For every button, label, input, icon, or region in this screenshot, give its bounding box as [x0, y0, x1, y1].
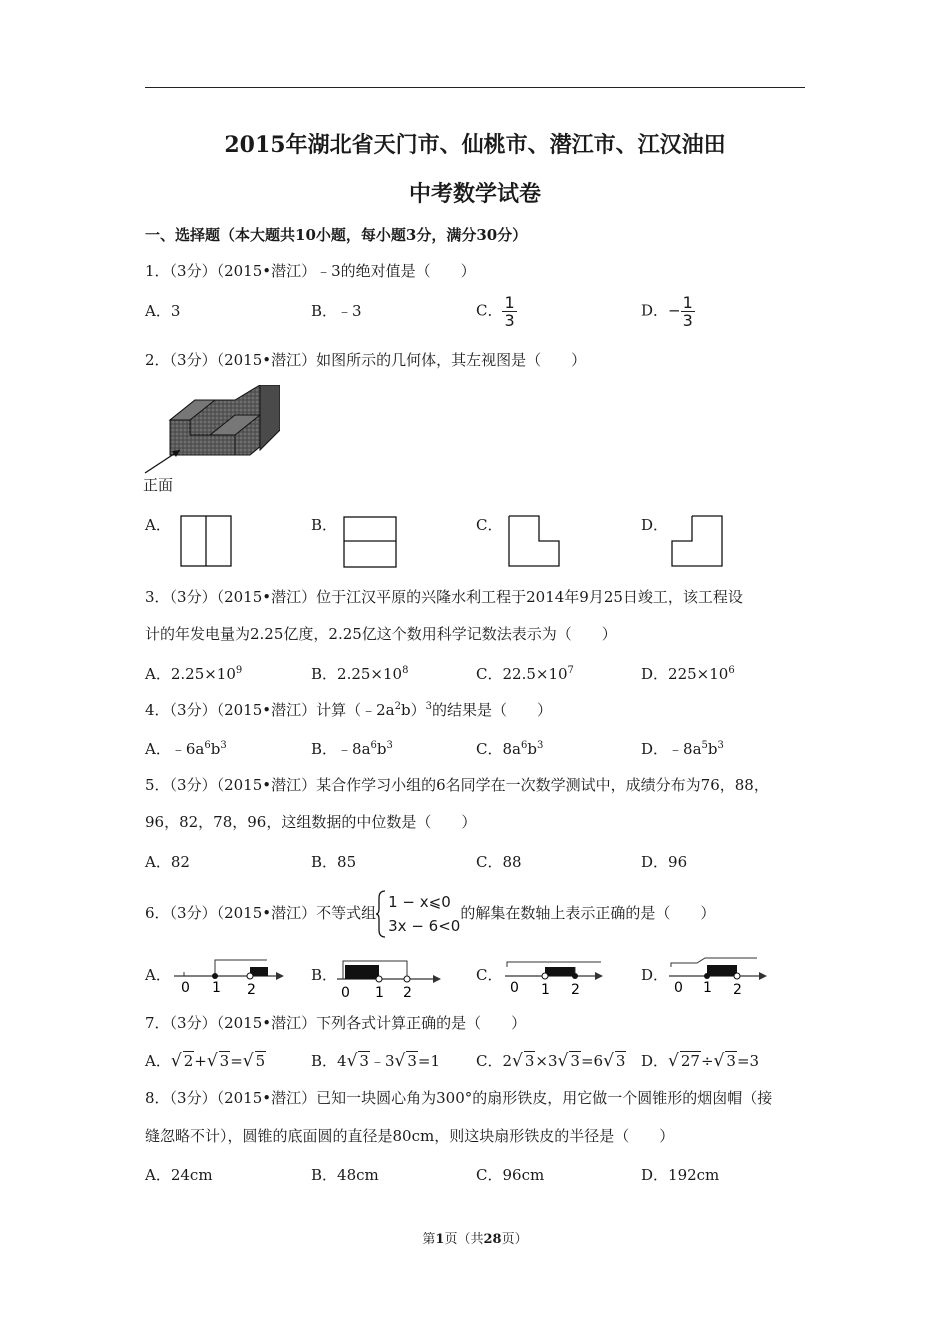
option-text: C．8a [476, 740, 521, 758]
radical-icon: √ [603, 1051, 614, 1071]
exponent: 8 [402, 665, 409, 676]
q4-option-c [476, 738, 543, 759]
stem-part: b） [400, 701, 426, 719]
tick-label: 0 [510, 980, 519, 996]
operator: =6 [580, 1052, 604, 1070]
exponent: 5 [701, 740, 708, 751]
q3-option-c [476, 663, 574, 684]
q8-option-d: D．192cm [641, 1166, 720, 1184]
inequality-1: 1 − x⩽0 [388, 893, 451, 911]
radicand: 3 [726, 1052, 736, 1070]
radicand: 2 [183, 1052, 194, 1070]
exponent: 3 [536, 740, 544, 751]
exponent: 3 [717, 740, 724, 751]
radicand: 3 [615, 1052, 626, 1070]
q1-option-c-fraction [502, 294, 516, 329]
q7-option-c [476, 1050, 626, 1071]
q6-option-b-label: B． [311, 966, 338, 984]
q1-option-d [641, 294, 695, 329]
page-footer [0, 1228, 950, 1247]
q2-option-b-label: B． [311, 516, 338, 534]
exponent: 6 [728, 665, 735, 676]
option-text: b [527, 740, 537, 758]
question-8-line2: 缝忽略不计），圆锥的底面圆的直径是80cm，则这块扇形铁皮的半径是（ ） [145, 1127, 675, 1145]
exponent: 6 [370, 740, 377, 751]
q8-option-b: B．48cm [311, 1166, 379, 1184]
q2-option-a-view [180, 515, 232, 567]
q5-option-c: C．88 [476, 853, 522, 871]
q4-option-b [311, 738, 393, 759]
question-5-line1: 5．（3分）（2015•潜江）某合作学习小组的6名同学在一次数学测试中，成绩分布为76，88， [145, 776, 769, 794]
question-7-stem: 7．（3分）（2015•潜江）下列各式计算正确的是（ ） [145, 1014, 527, 1032]
radical-icon: √ [346, 1051, 358, 1071]
q6-option-a-numberline [172, 955, 287, 997]
stem-part: 6．（3分）（2015•潜江）不等式组 [145, 904, 377, 922]
option-label: D． [641, 1052, 669, 1070]
question-8-line1: 8．（3分）（2015•潜江）已知一块圆心角为300°的扇形铁皮，用它做一个圆锥形的烟囱帽（接 [145, 1089, 773, 1107]
exponent: 9 [235, 665, 243, 676]
coefficient: 4 [337, 1052, 347, 1070]
fraction-numerator: 1 [682, 293, 693, 312]
exponent: 7 [567, 665, 574, 676]
q1-option-c [476, 294, 517, 329]
tick-label: 2 [733, 982, 742, 997]
page-number: 1 [435, 1232, 445, 1247]
footer-text: 页） [501, 1232, 528, 1247]
radical-icon: √ [394, 1051, 406, 1071]
operator: ×3 [535, 1052, 558, 1070]
q2-option-c-label: C． [476, 516, 503, 534]
radicand: 3 [359, 1052, 369, 1070]
option-text: A．2.25×10 [145, 665, 236, 683]
q1-option-d-fraction [681, 294, 695, 329]
q1-option-d-label: D． [641, 301, 669, 320]
q2-option-a-label: A． [145, 516, 171, 534]
radical-icon: √ [206, 1051, 218, 1071]
paper-title-line2: 中考数学试卷 [408, 181, 541, 207]
q3-option-b [311, 663, 408, 684]
radicand: 3 [219, 1052, 230, 1070]
exponent: 6 [520, 740, 528, 751]
q6-option-c-label: C． [476, 966, 503, 984]
radical-icon: √ [557, 1051, 569, 1071]
stem-part: 的结果是（ ） [431, 701, 552, 719]
option-text: D．225×10 [641, 665, 729, 683]
option-text: B．﹣8a [311, 740, 371, 758]
footer-text: 第 [422, 1232, 436, 1247]
exponent: 3 [220, 740, 227, 751]
q4-option-d [641, 738, 724, 759]
exponent: 3 [425, 701, 432, 712]
radicand: 3 [570, 1052, 580, 1070]
exponent: 6 [204, 740, 211, 751]
stem-part: 4．（3分）（2015•潜江）计算（﹣2a [145, 701, 395, 719]
option-text: D．﹣8a [641, 740, 702, 758]
stem-part: 的解集在数轴上表示正确的是（ ） [460, 904, 716, 922]
question-3-line2: 计的年发电量为2.25亿度，2.25亿这个数用科学记数法表示为（ ） [145, 625, 617, 643]
tick-label: 0 [181, 980, 190, 996]
operator: = [230, 1052, 243, 1070]
inequality-system [376, 890, 460, 938]
header-rule [145, 87, 805, 88]
q7-option-b [311, 1050, 440, 1071]
q2-option-c-view [508, 515, 560, 567]
q6-option-c-numberline [503, 955, 608, 997]
left-brace-icon [376, 890, 386, 938]
operator: + [194, 1052, 207, 1070]
q8-option-a: A．24cm [145, 1166, 213, 1184]
option-text: C．22.5×10 [476, 665, 568, 683]
radicand: 3 [524, 1052, 535, 1070]
option-text: b [376, 740, 387, 758]
q2-option-b-view [343, 516, 397, 568]
question-4-stem [145, 700, 552, 720]
tick-label: 1 [703, 980, 712, 996]
operator: ﹣3 [369, 1052, 395, 1070]
tick-label: 0 [674, 980, 683, 996]
option-text: b [707, 740, 718, 758]
option-text: B．2.25×10 [311, 665, 403, 683]
q3-option-a [145, 663, 242, 684]
question-5-line2: 96，82，78，96，这组数据的中位数是（ ） [145, 813, 477, 831]
option-text: b [210, 740, 221, 758]
q4-option-a [145, 738, 227, 759]
section-heading: 一、选择题（本大题共10小题，每小题3分，满分30分） [145, 226, 528, 244]
question-6-stem [145, 889, 715, 938]
q5-option-a: A．82 [145, 853, 190, 871]
exponent: 2 [394, 701, 401, 712]
q5-option-b: B．85 [311, 853, 357, 871]
radical-icon: √ [713, 1051, 725, 1071]
operator: ÷ [700, 1052, 714, 1070]
q3-option-d [641, 663, 735, 684]
radicand: 27 [680, 1052, 700, 1070]
question-2-stem: 2．（3分）（2015•潜江）如图所示的几何体，其左视图是（ ） [145, 351, 587, 369]
operator: =3 [736, 1052, 760, 1070]
radicand: 3 [407, 1052, 417, 1070]
tick-label: 1 [212, 980, 221, 996]
option-label: C． [476, 1052, 503, 1070]
tick-label: 1 [541, 982, 550, 997]
fraction-denominator: 3 [682, 311, 693, 330]
q1-option-b: B．﹣3 [311, 302, 362, 320]
exponent: 3 [386, 740, 393, 751]
radical-icon: √ [512, 1051, 523, 1071]
radical-icon: √ [242, 1051, 254, 1071]
tick-label: 2 [247, 982, 256, 997]
coefficient: 2 [502, 1052, 513, 1070]
option-text: A．﹣6a [145, 740, 205, 758]
q1-option-c-label: C． [476, 301, 503, 320]
q6-option-a-label: A． [145, 966, 171, 984]
fraction-denominator: 3 [504, 311, 515, 330]
inequality-2: 3x − 6<0 [388, 917, 461, 935]
q5-option-d: D．96 [641, 853, 688, 871]
minus-sign: − [668, 301, 681, 320]
q6-option-d-label: D． [641, 966, 669, 984]
question-1-stem: 1．（3分）（2015•潜江）﹣3的绝对值是（ ） [145, 262, 476, 280]
q1-option-a: A．3 [145, 302, 181, 320]
tick-label: 0 [341, 985, 350, 1000]
fraction-numerator: 1 [504, 293, 515, 312]
front-view-label: 正面 [143, 476, 174, 494]
option-label: A． [145, 1052, 171, 1070]
q2-option-d-view [671, 515, 723, 567]
radicand: 5 [255, 1052, 266, 1070]
total-pages: 28 [483, 1232, 502, 1247]
radical-icon: √ [668, 1051, 679, 1071]
q6-option-d-numberline [667, 955, 772, 997]
question-3-line1: 3．（3分）（2015•潜江）位于江汉平原的兴隆水利工程于2014年9月25日竣工，该工程设 [145, 588, 743, 606]
operator: =1 [417, 1052, 441, 1070]
tick-label: 2 [571, 982, 580, 997]
q8-option-c: C．96cm [476, 1166, 545, 1184]
footer-text: 页（共 [444, 1232, 484, 1247]
q6-option-b-numberline [335, 955, 445, 1000]
paper-title-line1: 2015年湖北省天门市、仙桃市、潜江市、江汉油田 [224, 132, 726, 158]
option-label: B． [311, 1052, 338, 1070]
q7-option-d [641, 1050, 759, 1071]
q7-option-a [145, 1050, 266, 1071]
q2-option-d-label: D． [641, 516, 669, 534]
tick-label: 2 [403, 985, 412, 1000]
radical-icon: √ [170, 1051, 182, 1071]
tick-label: 1 [375, 985, 384, 1000]
